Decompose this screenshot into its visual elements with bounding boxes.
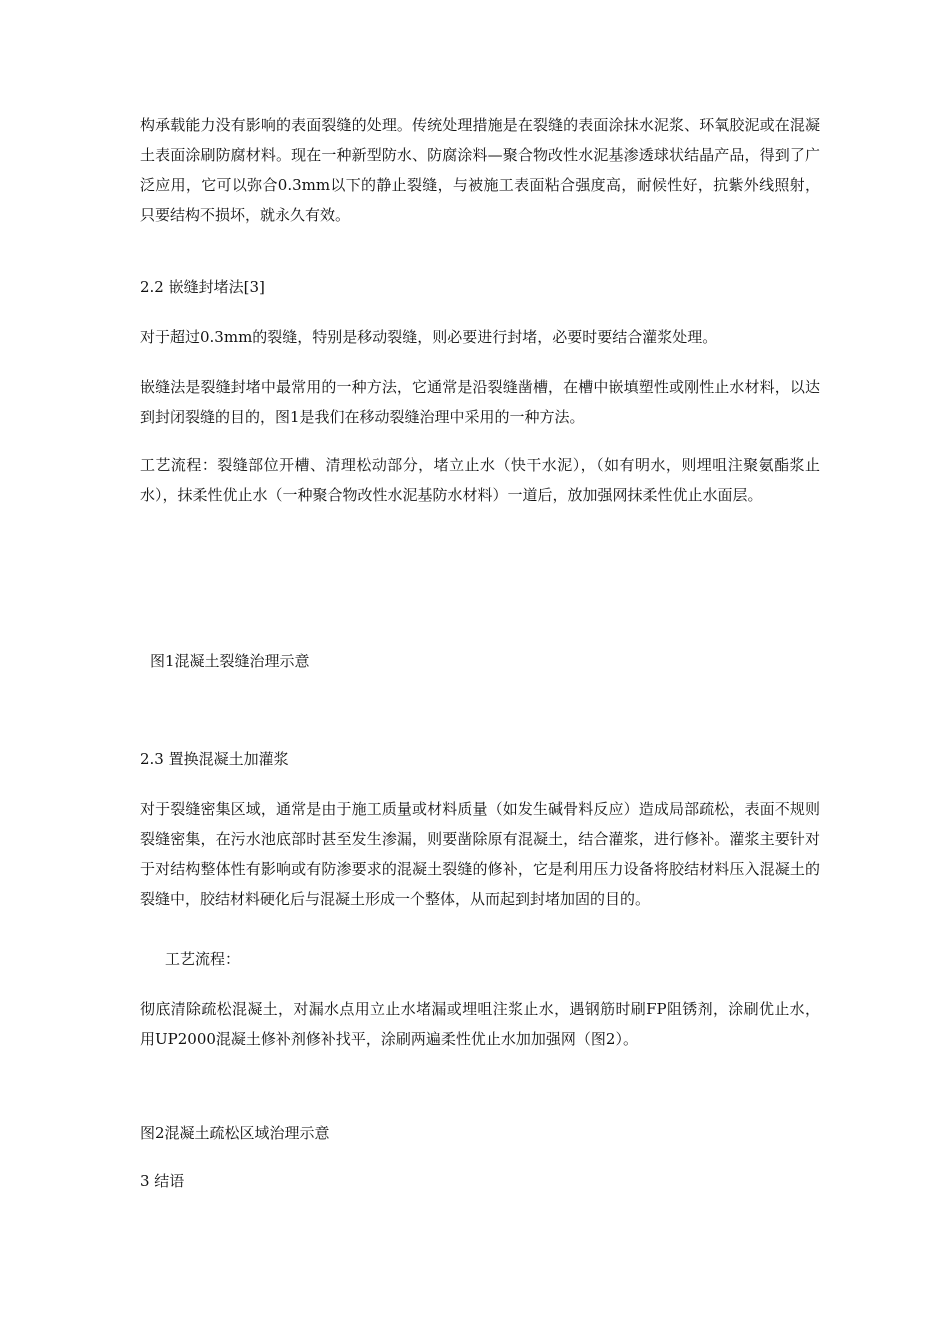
figure-2-caption: 图2混凝土疏松区域治理示意 [140,1124,330,1142]
paragraph-2-3-b: 工艺流程： [165,950,241,968]
figure-1-caption: 图1混凝土裂缝治理示意 [150,652,310,670]
figure-1-area [140,530,820,640]
paragraph-2-2-a: 对于超过0.3mm的裂缝，特别是移动裂缝，则必要进行封堵，必要时要结合灌浆处理。 [140,328,718,346]
heading-2-3: 2.3 置换混凝土加灌浆 [140,750,289,768]
figure-2-area [140,1050,820,1110]
paragraph-2-2-b: 嵌缝法是裂缝封堵中最常用的一种方法，它通常是沿裂缝凿槽，在槽中嵌填塑性或刚性止水材料，以达到封闭裂缝的目的，图1是我们在移动裂缝治理中采用的一种方法。 [140,378,820,426]
heading-3: 3 结语 [140,1172,185,1190]
heading-2-2: 2.2 嵌缝封堵法[3] [140,278,265,296]
paragraph-intro: 构承载能力没有影响的表面裂缝的处理。传统处理措施是在裂缝的表面涂抹水泥浆、环氧胶泥或在混凝土表面涂刷防腐材料。现在一种新型防水、防腐涂料—聚合物改性水泥基渗透球状结晶产品，得到了广泛应用，它可以弥合0.3mm以下的静止裂缝，与被施工表面粘合强度高，耐候性好，抗紫外线照射，只要结构不损坏，就永久有效。 [140,116,820,224]
paragraph-2-3-a: 对于裂缝密集区域，通常是由于施工质量或材料质量（如发生碱骨料反应）造成局部疏松，表面不规则裂缝密集，在污水池底部时甚至发生渗漏，则要凿除原有混凝土，结合灌浆，进行修补。灌浆主要针对于对结构整体性有影响或有防渗要求的混凝土裂缝的修补，它是利用压力设备将胶结材料压入混凝土的裂缝中，胶结材料硬化后与混凝土形成一个整体，从而起到封堵加固的目的。 [140,800,820,908]
paragraph-2-3-c: 彻底清除疏松混凝土，对漏水点用立止水堵漏或埋咀注浆止水，遇钢筋时刷FP阻锈剂，涂刷优止水，用UP2000混凝土修补剂修补找平，涂刷两遍柔性优止水加加强网（图2）。 [140,1000,820,1048]
paragraph-2-2-c: 工艺流程：裂缝部位开槽、清理松动部分，堵立止水（快干水泥），（如有明水，则埋咀注聚氨酯浆止水），抹柔性优止水（一种聚合物改性水泥基防水材料）一道后，放加强网抹柔性优止水面层。 [140,456,820,504]
